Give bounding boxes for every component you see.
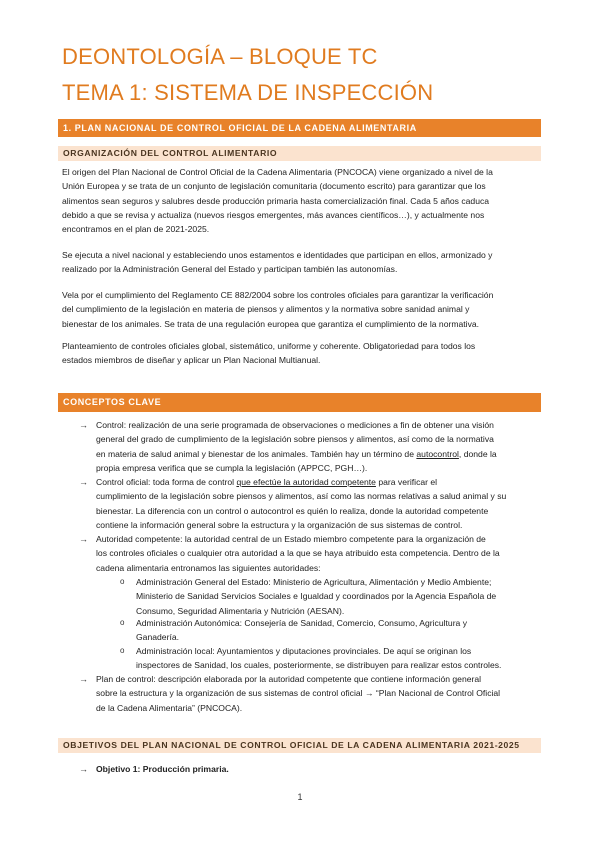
text-line: Unión Europea y se trata de un conjunto de legislación comunitaria (documento escrito) para garantizar que los [62,181,486,192]
bullet-icon: o [120,646,125,655]
page-number: 1 [297,792,303,802]
text-segment: , donde la [458,448,497,459]
sub-item-administracion-autonomica [120,616,536,645]
text-line: encontramos en el plan de 2021-2025. [62,224,210,235]
section-heading-1: 1. PLAN NACIONAL DE CONTROL OFICIAL DE LA CADENA ALIMENTARIA [58,119,541,137]
text-line: Administración local: Ayuntamientos y diputaciones provinciales. De aquí se originan los [136,646,472,656]
bullet-icon: o [120,577,125,586]
arrow-icon: → [79,420,88,430]
sub-item-administracion-local [120,644,536,673]
text-line: Vela por el cumplimiento del Reglamento CE 882/2004 sobre los controles oficiales para garantizar la verificación [62,290,494,300]
objective-1 [79,762,536,776]
underlined-phrase: que efectúe la autoridad competente [236,477,376,487]
text-line: del cumplimiento de la legislación en materia de piensos y alimentos y la normativa sobre sanidad animal y [62,304,470,315]
text-line: los controles oficiales o cualquier otra autoridad a la que se haya atribuido esta competencia. Dentro de la [96,548,500,559]
subsection-heading-organizacion: ORGANIZACIÓN DEL CONTROL ALIMENTARIO [58,146,541,161]
document-title: DEONTOLOGÍA – BLOQUE TC [62,44,378,69]
text-line: inspectores de Sanidad, los cuales, posteriormente, se distribuyen para realizar estos controles. [136,660,502,671]
concept-autoridad-competente [79,532,536,575]
concept-control-oficial [79,475,536,532]
paragraph-reglamento [62,288,532,331]
text-line: cumplimiento de la legislación sobre piensos y alimentos, así como las normas relativas a salud animal y su [96,491,507,502]
text-line: Autoridad competente: la autoridad central de un Estado miembro competente para la organización de [96,534,486,544]
text-line: debido a que se revisa y actualiza (nuevos riesgos emergentes, más avances científicos…), y actualmente nos [62,209,485,220]
text-line: Objetivo 1: Producción primaria. [96,764,229,774]
text-line: sobre la estructura y la organización de sus sistemas de control oficial → “Plan Nacional de Control Oficial [96,688,501,699]
arrow-icon: → [79,477,88,487]
arrow-icon: → [79,764,88,774]
paragraph-ejecucion [62,248,532,277]
text-line: realizado por la Administración General del Estado y participan también las autonomías. [62,264,398,275]
text-line: Ganadería. [136,632,179,643]
text-line: estados miembros de diseñar y aplicar un Plan Nacional Multianual. [62,355,321,366]
text-line: Ministerio de Sanidad Servicios Sociales e Igualdad y coordinados por la Agencia Española de [136,591,497,602]
text-line: Planteamiento de controles oficiales global, sistemático, uniforme y coherente. Obligatoriedad para todos los [62,341,476,351]
arrow-icon: → [79,534,88,544]
concept-plan-de-control [79,672,536,715]
text-line: El origen del Plan Nacional de Control Oficial de la Cadena Alimentaria (PNCOCA) viene organizado a nivel de la [62,167,493,177]
text-segment: en materia de salud animal y bienestar de los animales. También hay un término de [96,448,417,459]
text-segment: Control oficial: toda forma de control [96,477,237,487]
section-heading-objetivos: OBJETIVOS DEL PLAN NACIONAL DE CONTROL OFICIAL DE LA CADENA ALIMENTARIA 2021-2025 [58,738,541,753]
text-segment: para verificar el [375,477,438,487]
section-heading-conceptos: CONCEPTOS CLAVE [58,393,541,412]
sub-item-administracion-general [120,575,536,618]
text-line: de la Cadena Alimentaria” (PNCOCA). [96,702,243,713]
text-line: Administración General del Estado: Ministerio de Agricultura, Alimentación y Medio Ambiente; [136,577,492,587]
underlined-term-autocontrol: autocontrol [416,448,459,459]
text-line: propia empresa verifica que se cumpla la legislación (APPCC, PGH…). [96,462,368,473]
text-line [96,475,536,489]
document-subtitle: TEMA 1: SISTEMA DE INSPECCIÓN [62,80,434,105]
paragraph-planteamiento [62,339,532,368]
text-line: cadena alimentaria entronamos las siguientes autoridades: [96,562,321,573]
text-line: general del grado de cumplimiento de la legislación sobre piensos y alimentos, así como de la normativa [96,434,494,445]
text-line: contiene la información general sobre la estructura y la organización de sus sistemas de control. [96,519,463,530]
text-line: Control: realización de una serie programada de observaciones o mediciones a fin de obtener una visión [96,420,494,430]
text-line: Plan de control: descripción elaborada por la autoridad competente que contiene información general [96,674,482,684]
text-line: alimentos sean seguros y salubres desde producción primaria hasta comercialización final. Cada 5 años caduca [62,195,490,206]
text-line: Administración Autonómica: Consejería de Sanidad, Comercio, Consumo, Agricultura y [136,618,468,628]
arrow-icon: → [79,674,88,684]
text-line [96,447,536,461]
concept-control [79,418,536,475]
text-line: Se ejecuta a nivel nacional y estableciendo unos estamentos e identidades que participan en ellos, armonizado y [62,250,493,260]
bullet-icon: o [120,618,125,627]
text-line: bienestar de los animales. Se trata de una regulación europea que garantiza el cumplimiento de la normativa. [62,318,480,329]
text-line: Consumo, Seguridad Alimentaria y Nutrición (AESAN). [136,605,345,616]
paragraph-origen [62,165,532,236]
text-line: bienestar. La diferencia con un control o autocontrol es quién lo realiza, donde la autoridad competente [96,505,489,516]
